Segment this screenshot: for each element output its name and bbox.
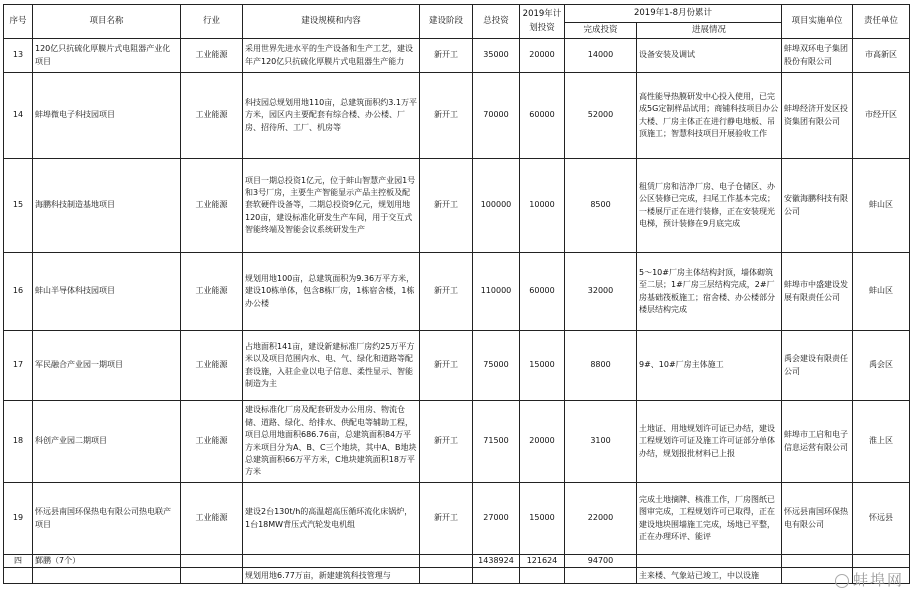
row-done: 8500 xyxy=(565,159,637,253)
row-stage: 新开工 xyxy=(420,253,473,331)
row-name: 海鹏科技制造基地项目 xyxy=(33,159,181,253)
header-completed: 完成投资 xyxy=(565,23,637,39)
row-done: 22000 xyxy=(565,483,637,555)
summary-total: 1438924 xyxy=(473,555,520,568)
row-seq: 16 xyxy=(4,253,33,331)
row-status: 5～10#厂房主体结构封顶，墙体砌筑至二层；1#厂房三层结构完成，2#厂房基础筏板施工；宿舍楼、办公楼部分楼层结构完成 xyxy=(637,253,782,331)
row-seq: 14 xyxy=(4,73,33,159)
table-row xyxy=(4,483,910,555)
header-total: 总投资 xyxy=(473,5,520,39)
row-industry: 工业能源 xyxy=(181,73,243,159)
row-status: 完成土地摘牌、核准工作，厂房图纸已图审完成，工程规划许可已取得，正在建设地块围墙施工完成，场地已平整，正在办理环评、能评 xyxy=(637,483,782,555)
watermark-text: 蚌埠网 xyxy=(852,571,904,589)
row-plan: 20000 xyxy=(520,401,565,483)
row-name: 科创产业园二期项目 xyxy=(33,401,181,483)
row-total: 27000 xyxy=(473,483,520,555)
header-name: 项目名称 xyxy=(33,5,181,39)
table-row xyxy=(4,159,910,253)
project-table xyxy=(3,4,910,584)
header-implementer: 项目实施单位 xyxy=(782,5,853,39)
row-stage: 新开工 xyxy=(420,331,473,401)
watermark-logo-icon xyxy=(835,574,849,588)
header-progress-group: 2019年1-8月份累计 xyxy=(565,5,782,23)
table-row xyxy=(4,39,910,73)
row-done: 32000 xyxy=(565,253,637,331)
row-industry: 工业能源 xyxy=(181,253,243,331)
row-name: 120亿只抗硫化厚膜片式电阻器产业化项目 xyxy=(33,39,181,73)
row-total: 35000 xyxy=(473,39,520,73)
row-stage: 新开工 xyxy=(420,73,473,159)
row-responsible: 市经开区 xyxy=(853,73,910,159)
row-total: 75000 xyxy=(473,331,520,401)
row-status: 租赁厂房和洁净厂房、电子仓储区、办公区装修已完成，扫尾工作基本完成；一楼展厅正在进行装修，正在安装现光电梯，预计装修在9月底完成 xyxy=(637,159,782,253)
row-responsible: 怀远县 xyxy=(853,483,910,555)
row-responsible: 市高新区 xyxy=(853,39,910,73)
row-plan: 20000 xyxy=(520,39,565,73)
row-implementer: 怀远县南国环保热电有限公司 xyxy=(782,483,853,555)
row-total: 70000 xyxy=(473,73,520,159)
table-row xyxy=(4,331,910,401)
header-status: 进展情况 xyxy=(637,23,782,39)
row-seq: 18 xyxy=(4,401,33,483)
row-implementer: 蚌埠双环电子集团股份有限公司 xyxy=(782,39,853,73)
row-scale: 项目一期总投资1亿元，位于蚌山智慧产业园1号和3号厂房，主要生产智能显示产品主控板及配套软硬件设备等，二期总投资9亿元，规划用地120亩，建设标准化研发生产车间，用于交互式智能终端及智能会议系统研发生产 xyxy=(243,159,420,253)
header-seq: 序号 xyxy=(4,5,33,39)
header-stage: 建设阶段 xyxy=(420,5,473,39)
row-plan: 10000 xyxy=(520,159,565,253)
row-responsible: 淮上区 xyxy=(853,401,910,483)
row-scale: 占地面积141亩，建设新建标准厂房约25万平方米以及项目范围内水、电、气、绿化和道路等配套设施，入驻企业以电子信息、柔性显示、智能制造为主 xyxy=(243,331,420,401)
header-plan2019: 2019年计划投资 xyxy=(520,5,565,39)
row-seq: 19 xyxy=(4,483,33,555)
row-total: 100000 xyxy=(473,159,520,253)
row-seq: 17 xyxy=(4,331,33,401)
row-scale: 建设2台130t/h的高温超高压循环流化床锅炉，1台18MW背压式汽轮发电机组 xyxy=(243,483,420,555)
row-responsible: 禹会区 xyxy=(853,331,910,401)
row-status: 高性能导热膜研发中心投入使用，已完成5G定制样品试用；商铺科技项目办公大楼、厂房主体正在进行静电地板、吊顶施工；智慧科技项目开展验收工作 xyxy=(637,73,782,159)
table-row-partial xyxy=(4,568,910,584)
row-implementer: 蚌埠市工启和电子信息运营有限公司 xyxy=(782,401,853,483)
watermark xyxy=(835,569,904,590)
row-name: 怀远县南国环保热电有限公司热电联产项目 xyxy=(33,483,181,555)
row-industry: 工业能源 xyxy=(181,159,243,253)
row-scale: 科技园总规划用地110亩，总建筑面积约3.1万平方米，园区内主要配套有综合楼、办公楼、厂房、招待所、工厂、机房等 xyxy=(243,73,420,159)
row-implementer: 蚌埠市中盛建设发展有限责任公司 xyxy=(782,253,853,331)
row-name: 军民融合产业园一期项目 xyxy=(33,331,181,401)
row-implementer: 安徽海鹏科技有限公司 xyxy=(782,159,853,253)
header-scale: 建设规模和内容 xyxy=(243,5,420,39)
row-stage: 新开工 xyxy=(420,159,473,253)
partial-scale: 规划用地6.77万亩，新建建筑科技管理与 xyxy=(243,568,420,584)
row-plan: 60000 xyxy=(520,73,565,159)
row-industry: 工业能源 xyxy=(181,331,243,401)
row-plan: 60000 xyxy=(520,253,565,331)
row-status: 9#、10#厂房主体施工 xyxy=(637,331,782,401)
row-done: 3100 xyxy=(565,401,637,483)
row-industry: 工业能源 xyxy=(181,483,243,555)
row-name: 蚌山半导体科技园项目 xyxy=(33,253,181,331)
row-scale: 规划用地100亩，总建筑面积为9.36万平方米，建设10栋单体，包含8栋厂房，1栋宿舍楼，1栋办公楼 xyxy=(243,253,420,331)
row-name: 蚌埠微电子科技园项目 xyxy=(33,73,181,159)
row-scale: 采用世界先进水平的生产设备和生产工艺，建设年产120亿只抗硫化厚膜片式电阻器生产能力 xyxy=(243,39,420,73)
summary-plan: 121624 xyxy=(520,555,565,568)
row-industry: 工业能源 xyxy=(181,401,243,483)
row-seq: 15 xyxy=(4,159,33,253)
row-industry: 工业能源 xyxy=(181,39,243,73)
partial-status: 主来楼、气象站已竣工，中以设施 xyxy=(637,568,782,584)
row-done: 52000 xyxy=(565,73,637,159)
summary-row xyxy=(4,555,910,568)
summary-seq: 四 xyxy=(4,555,33,568)
row-implementer: 禹会建设有限责任公司 xyxy=(782,331,853,401)
table-row xyxy=(4,253,910,331)
row-stage: 新开工 xyxy=(420,39,473,73)
table-row xyxy=(4,73,910,159)
row-stage: 新开工 xyxy=(420,401,473,483)
header-responsible: 责任单位 xyxy=(853,5,910,39)
row-plan: 15000 xyxy=(520,483,565,555)
row-total: 110000 xyxy=(473,253,520,331)
row-implementer: 蚌埠经济开发区投资集团有限公司 xyxy=(782,73,853,159)
row-responsible: 蚌山区 xyxy=(853,159,910,253)
row-total: 71500 xyxy=(473,401,520,483)
header-industry: 行业 xyxy=(181,5,243,39)
row-done: 8800 xyxy=(565,331,637,401)
summary-done: 94700 xyxy=(565,555,637,568)
row-status: 设备安装及调试 xyxy=(637,39,782,73)
row-scale: 建设标准化厂房及配套研发办公用房、物流仓储、道路、绿化、给排水、供配电等辅助工程，项目总用地面积686.76亩，总建筑面积84万平方米项目分为A、B、C三个地块，其中A、B地块总建筑面积66万平方米，C地块建筑面积18万平方米 xyxy=(243,401,420,483)
row-responsible: 蚌山区 xyxy=(853,253,910,331)
table-row xyxy=(4,401,910,483)
row-stage: 新开工 xyxy=(420,483,473,555)
row-done: 14000 xyxy=(565,39,637,73)
row-status: 土地证、用地规划许可证已办结，建设工程规划许可证及施工许可证部分单体办结，规划报批材料已上报 xyxy=(637,401,782,483)
row-plan: 15000 xyxy=(520,331,565,401)
summary-name: 鄞鹏（7个） xyxy=(33,555,181,568)
row-seq: 13 xyxy=(4,39,33,73)
